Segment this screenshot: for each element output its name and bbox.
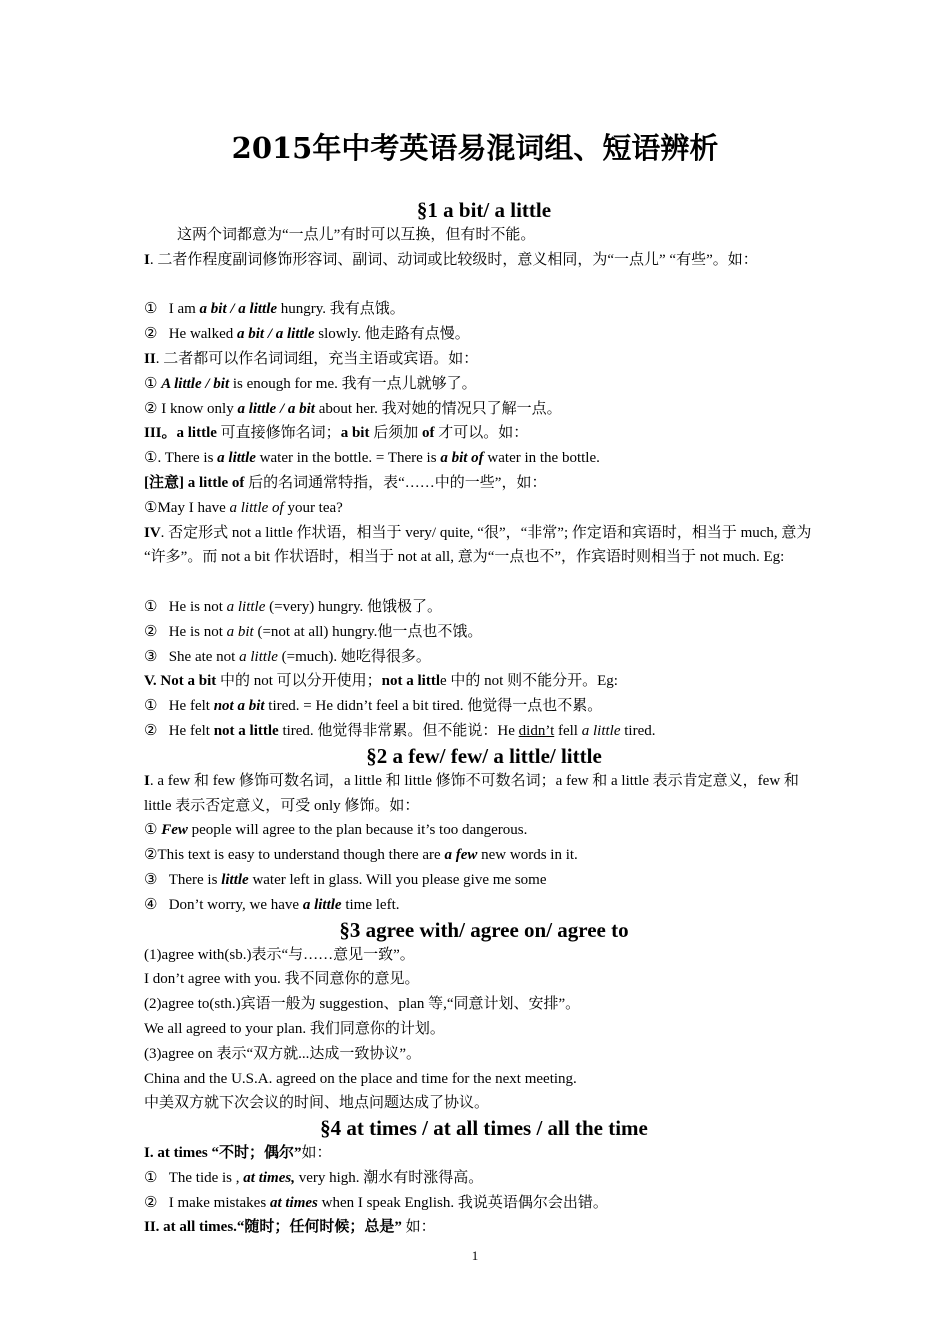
example-emphasis: not a little xyxy=(213,722,279,739)
example-number: ① xyxy=(144,375,162,392)
example-number: ① xyxy=(144,499,158,516)
example-text: water in the bottle. xyxy=(483,450,600,467)
example-text: I am xyxy=(168,301,200,318)
example-number: ① xyxy=(144,1169,158,1186)
point-text: 中的 not 可以分开使用； xyxy=(216,673,382,690)
example-11 xyxy=(144,719,824,744)
point-text: 如： xyxy=(301,1145,332,1162)
example-text: (=much). 她吃得很多。 xyxy=(277,648,431,665)
point-text: 如： xyxy=(401,1219,436,1236)
example-6 xyxy=(144,496,824,521)
example-7 xyxy=(144,595,824,620)
example-number: ① xyxy=(144,598,158,615)
example-text: fell xyxy=(554,722,582,739)
example-9 xyxy=(144,645,824,670)
point-label: I xyxy=(144,251,150,268)
example-number: ② xyxy=(144,1194,158,1211)
point-label: V. Not a bit xyxy=(144,673,217,690)
section-1-point-1 xyxy=(144,248,824,298)
example-text: I know only xyxy=(161,400,238,417)
example-number: ① xyxy=(144,822,162,839)
example-5 xyxy=(144,446,824,471)
example-emphasis: a bit / a little xyxy=(237,326,315,343)
example-2 xyxy=(144,843,824,868)
example-emphasis: a little xyxy=(239,648,278,665)
example-text: water in the bottle. = There is xyxy=(255,450,441,467)
example-3 xyxy=(144,372,824,397)
section-3-line: China and the U.S.A. agreed on the place and time for the next meeting. xyxy=(144,1070,577,1087)
example-number: ④ xyxy=(144,896,158,913)
example-text: water left in glass. Will you please give me some xyxy=(248,871,547,888)
point-label: III。a little xyxy=(144,425,217,442)
point-text: . a few 和 few 修饰可数名词，a little 和 little 修饰不可数名词；a few 和 a little 表示肯定意义，few 和 little 表示否定意义，可受 only 修饰。如： xyxy=(144,772,799,814)
example-text: is enough for me. 我有一点儿就够了。 xyxy=(229,375,477,392)
example-emphasis: a little xyxy=(581,722,621,739)
example-text: very high. 潮水有时涨得高。 xyxy=(294,1169,484,1186)
note-label: [注意] a little of xyxy=(144,474,245,491)
example-number: ② xyxy=(144,722,158,739)
point-emphasis: a bit xyxy=(340,425,370,442)
example-text: about her. 我对她的情况只了解一点。 xyxy=(314,400,562,417)
point-label: I xyxy=(144,772,150,789)
example-number: ② xyxy=(144,847,158,864)
example-text: There is xyxy=(164,450,218,467)
page-number: 1 xyxy=(471,1248,479,1263)
section-1-note xyxy=(144,471,824,496)
example-number: ② xyxy=(144,623,158,640)
example-text: He felt xyxy=(168,722,214,739)
example-text: time left. xyxy=(341,896,400,913)
section-2-point-1 xyxy=(144,769,824,819)
point-text: . 否定形式 not a little 作状语，相当于 very/ quite, “很”，“非常”; 作定语和宾语时，相当于 much, 意为 “许多”。而 not a bit 作状语时，相当于 not at all, 意为“一点也不”，作宾语时则相当于 not much. Eg: xyxy=(144,524,812,566)
example-2 xyxy=(144,1191,824,1216)
example-text: slowly. 他走路有点慢。 xyxy=(314,326,470,343)
example-number: ③ xyxy=(144,648,158,665)
example-text: tired. = He didn’t feel a bit tired. 他觉得一点也不累。 xyxy=(264,698,603,715)
example-emphasis: little xyxy=(221,871,249,888)
point-text: 可直接修饰名词； xyxy=(216,425,341,442)
example-emphasis: not a bit xyxy=(213,698,265,715)
point-label: II. at all times.“随时；任何时候；总是” xyxy=(144,1219,402,1236)
point-text: e 中的 not 则不能分开。Eg: xyxy=(440,673,618,690)
point-emphasis: not a littl xyxy=(381,673,440,690)
section-1-point-4 xyxy=(144,521,824,595)
example-number: ③ xyxy=(144,871,158,888)
example-text: She ate not xyxy=(168,648,240,665)
example-text: Don’t worry, we have xyxy=(168,896,303,913)
example-4 xyxy=(144,893,824,918)
document-title: 2015年中考英语易混词组、短语辨析 xyxy=(231,131,719,165)
section-1-point-3 xyxy=(144,421,824,446)
example-text: people will agree to the plan because it’s too dangerous. xyxy=(187,822,528,839)
section-4-point-2 xyxy=(144,1215,824,1240)
section-3-line: (1)agree with(sb.)表示“与……意见一致”。 xyxy=(144,946,415,963)
example-text: He walked xyxy=(168,326,238,343)
point-text: 后须加 xyxy=(369,425,422,442)
section-3-line: (3)agree on 表示“双方就...达成一致协议”。 xyxy=(144,1045,422,1062)
document-body xyxy=(144,198,824,1240)
section-4-point-1 xyxy=(144,1141,824,1166)
example-number: ② xyxy=(144,400,162,417)
example-underlined: didn’t xyxy=(518,722,555,739)
section-3-line: 中美双方就下次会议的时间、地点问题达成了协议。 xyxy=(144,1095,490,1112)
example-text: tired. xyxy=(620,722,656,739)
note-text: 后的名词通常特指，表“……中的一些”，如： xyxy=(244,474,547,491)
example-emphasis: a bit / a little xyxy=(199,301,278,318)
example-text: hungry. 我有点饿。 xyxy=(277,301,405,318)
example-emphasis: a few xyxy=(444,847,478,864)
example-text: There is xyxy=(168,871,222,888)
section-3-line: (2)agree to(sth.)宾语一般为 suggestion、plan 等,“同意计划、安排”。 xyxy=(144,996,581,1013)
example-emphasis: at times xyxy=(269,1194,318,1211)
point-label: IV xyxy=(144,524,161,541)
example-1 xyxy=(144,1166,824,1191)
section-3-heading: §3 agree with/ agree on/ agree to xyxy=(339,917,629,942)
example-3 xyxy=(144,868,824,893)
example-emphasis: a little / a bit xyxy=(237,400,315,417)
example-emphasis: Few xyxy=(161,822,188,839)
example-text: I make mistakes xyxy=(168,1194,270,1211)
example-4 xyxy=(144,397,824,422)
section-3-line: We all agreed to your plan. 我们同意你的计划。 xyxy=(144,1020,445,1037)
section-1-intro: 这两个词都意为“一点儿”有时可以互换，但有时不能。 xyxy=(177,227,536,243)
section-4-heading: §4 at times / at all times / all the time xyxy=(320,1116,648,1141)
point-text: . 二者作程度副词修饰形容词、副词、动词或比较级时，意义相同，为“一点儿” “有些”。如： xyxy=(149,251,758,268)
point-emphasis: of xyxy=(421,425,435,442)
example-emphasis: at times, xyxy=(243,1169,295,1186)
example-number: ② xyxy=(144,326,158,343)
example-2 xyxy=(144,322,824,347)
example-1 xyxy=(144,818,824,843)
example-text: your tea? xyxy=(283,499,343,516)
example-emphasis: a little xyxy=(302,896,342,913)
example-text: He is not xyxy=(168,623,227,640)
example-emphasis: a little xyxy=(217,450,256,467)
example-text: new words in it. xyxy=(477,847,578,864)
section-3-line: I don’t agree with you. 我不同意你的意见。 xyxy=(144,971,420,988)
example-text: (=not at all) hungry.他一点也不饿。 xyxy=(253,623,483,640)
example-text: when I speak English. 我说英语偶尔会出错。 xyxy=(317,1194,608,1211)
example-emphasis: a little xyxy=(226,598,266,615)
section-2-heading: §2 a few/ few/ a little/ little xyxy=(366,743,602,768)
example-number: ① xyxy=(144,301,158,318)
point-text: . 二者都可以作名词词组，充当主语或宾语。如： xyxy=(155,350,479,367)
example-text: He is not xyxy=(168,598,227,615)
example-emphasis: a little of xyxy=(229,499,284,516)
example-8 xyxy=(144,620,824,645)
example-text: (=very) hungry. 他饿极了。 xyxy=(265,598,442,615)
example-number: ① xyxy=(144,698,158,715)
example-text: This text is easy to understand though there are xyxy=(157,847,445,864)
example-emphasis: A little / bit xyxy=(161,375,230,392)
example-text: He felt xyxy=(168,698,214,715)
example-number: ①. xyxy=(144,450,165,467)
section-1-point-2 xyxy=(144,347,824,372)
section-1-heading: §1 a bit/ a little xyxy=(416,198,552,222)
point-label: I. at times “不时；偶尔” xyxy=(144,1145,302,1162)
point-label: II xyxy=(144,350,156,367)
example-emphasis: a bit xyxy=(226,623,254,640)
example-text: tired. 他觉得非常累。但不能说：He xyxy=(278,722,519,739)
point-text: 才可以。如： xyxy=(434,425,529,442)
example-10 xyxy=(144,694,824,719)
section-1-point-5 xyxy=(144,669,824,694)
example-text: The tide is , xyxy=(168,1169,244,1186)
example-text: May I have xyxy=(157,499,230,516)
example-1 xyxy=(144,297,824,322)
example-emphasis: a bit of xyxy=(440,450,484,467)
